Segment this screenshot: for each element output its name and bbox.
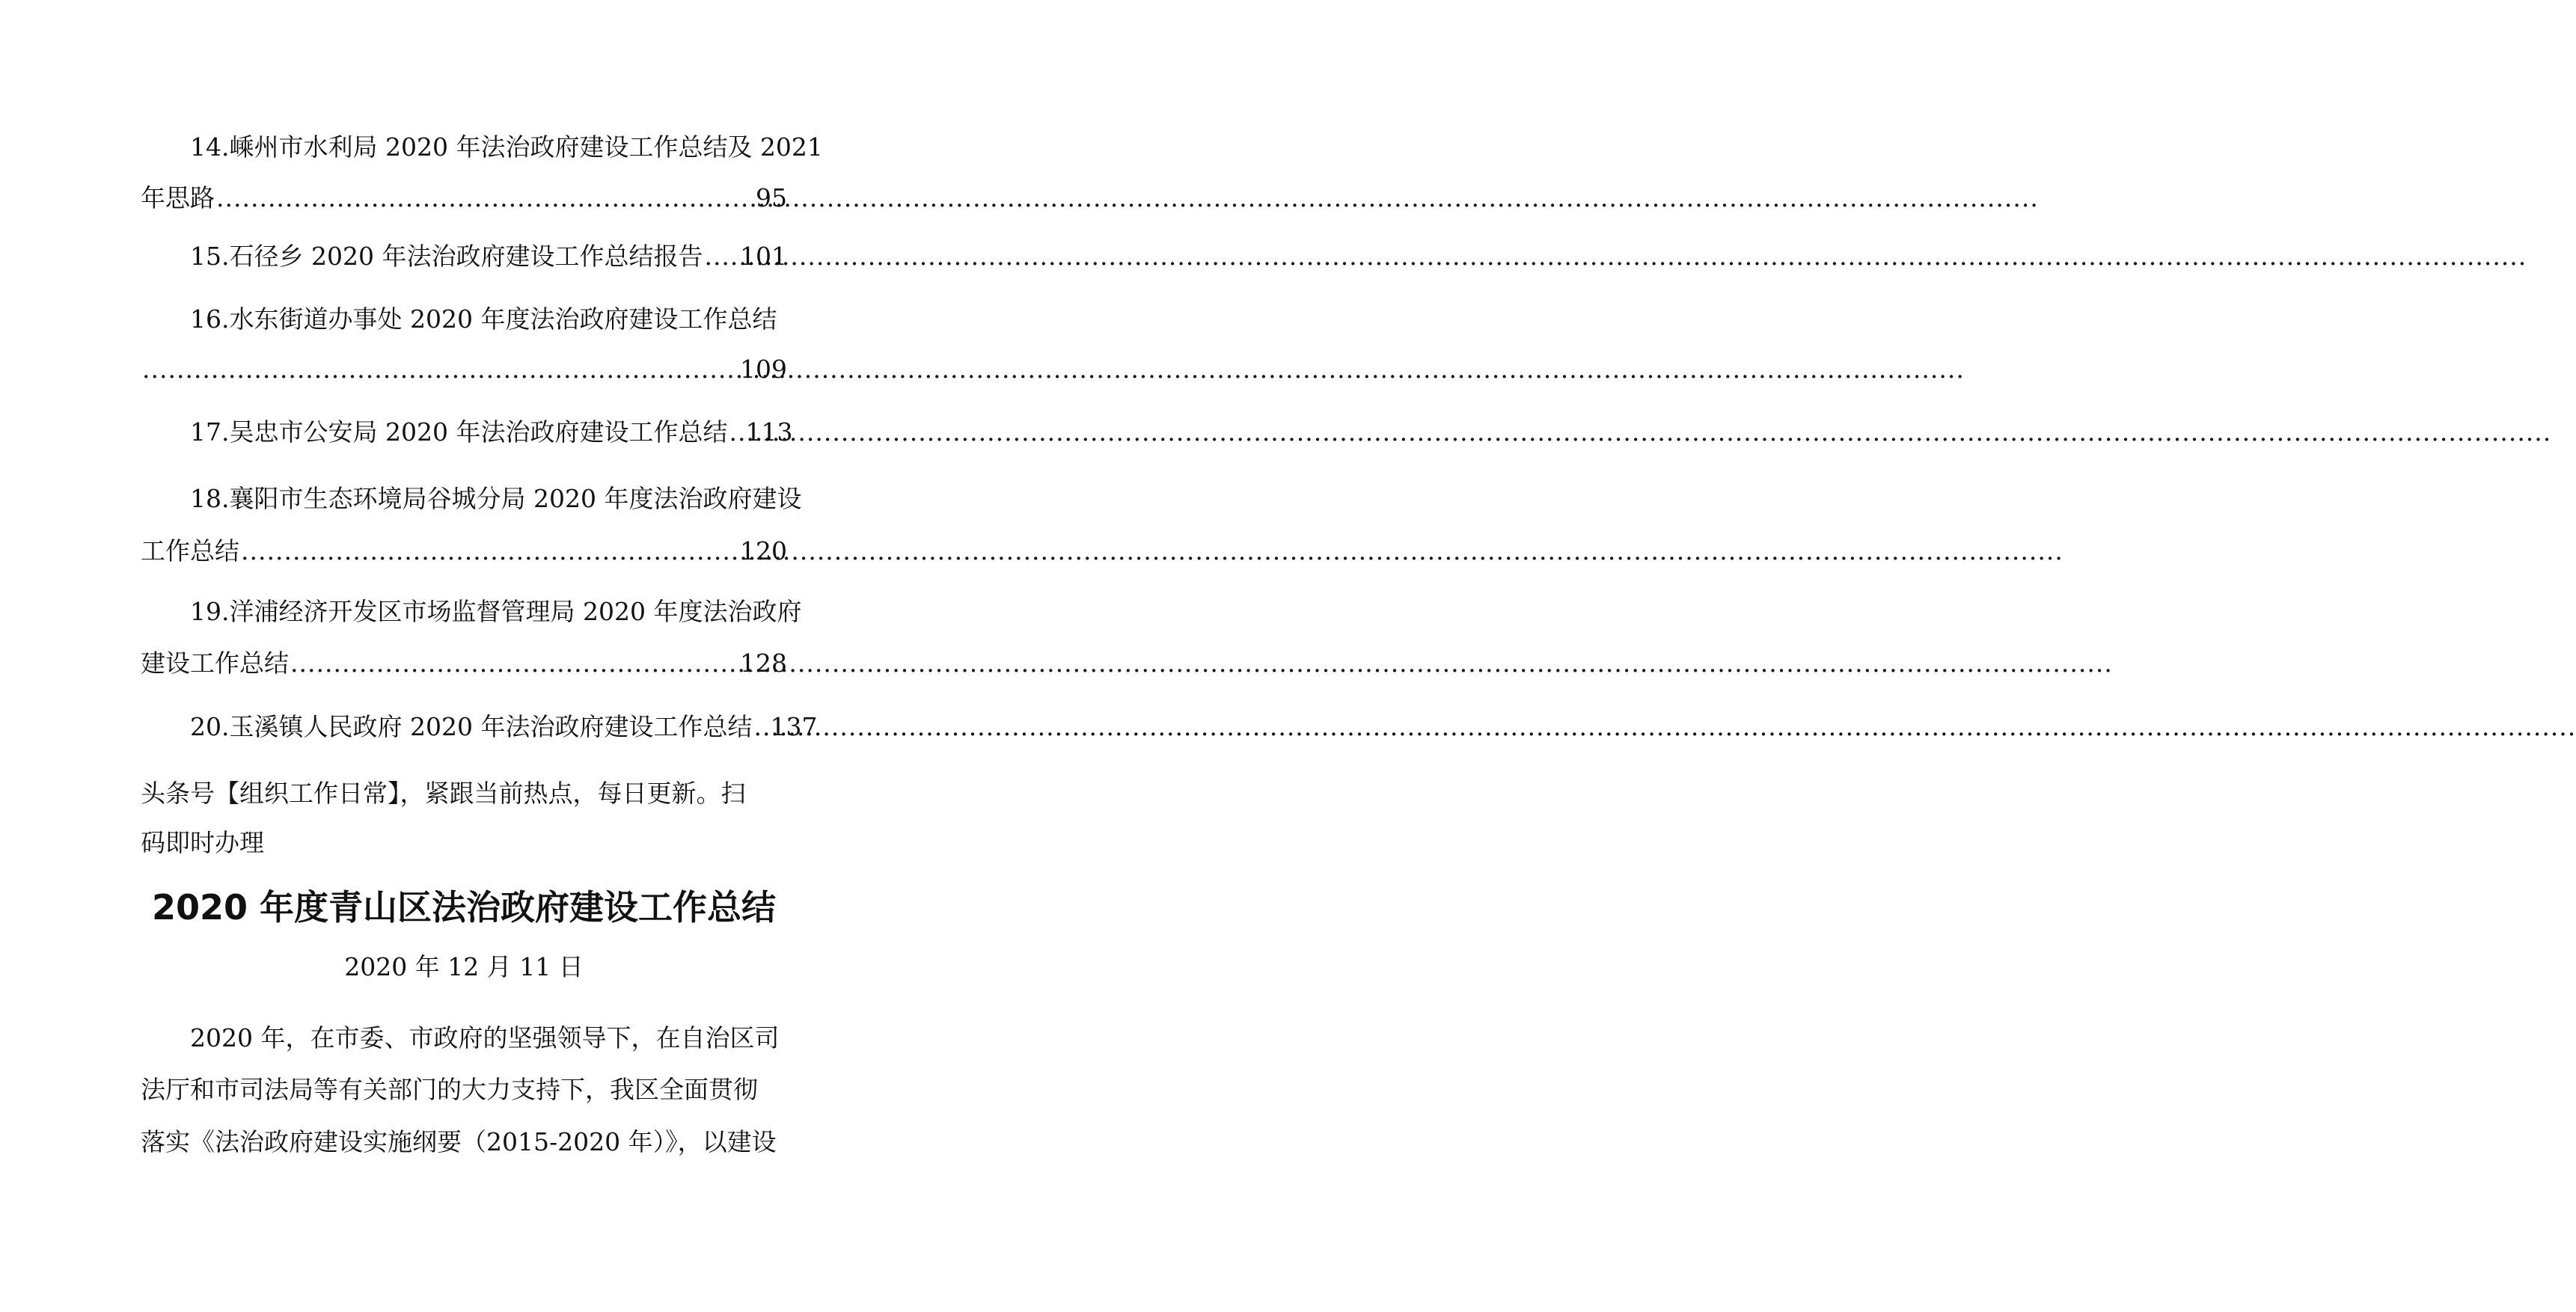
toc-page-number: 120 xyxy=(740,536,787,565)
body-line-2: 法厅和市司法局等有关部门的大力支持下，我区全面贯彻 xyxy=(141,1075,758,1104)
toc-item-14-line1[interactable]: 14.嵊州市水利局 2020 年法治政府建设工作总结及 2021 xyxy=(190,132,823,162)
toc-item-19-line1[interactable]: 19.洋浦经济开发区市场监督管理局 2020 年度法治政府 xyxy=(190,597,802,626)
dot-leader xyxy=(216,180,754,217)
body-line-1: 2020 年，在市委、市政府的坚强领导下，在自治区司 xyxy=(190,1023,780,1052)
document-page xyxy=(0,0,928,1312)
toc-item-15[interactable]: 15.石径乡 2020 年法治政府建设工作总结报告 ..... 101 xyxy=(190,238,787,275)
promo-line-1: 头条号【组织工作日常】，紧跟当前热点，每日更新。扫 xyxy=(141,779,746,808)
toc-page-number: 101 xyxy=(740,242,787,271)
toc-item-16-line2[interactable] xyxy=(141,351,787,388)
toc-page-number: 137 xyxy=(770,712,818,741)
dot-leader xyxy=(753,708,768,746)
article-title: 2020 年度青山区法治政府建设工作总结 xyxy=(151,887,777,928)
dot-leader xyxy=(290,645,738,682)
toc-item-20[interactable]: 20.玉溪镇人民政府 2020 年法治政府建设工作总结 ..... 137 xyxy=(190,708,787,746)
dot-leader xyxy=(729,414,744,451)
toc-page-number: 95 xyxy=(756,183,787,212)
toc-item-17[interactable]: 17.吴忠市公安局 2020 年法治政府建设工作总结 ..... 113 xyxy=(190,414,787,451)
promo-line-2: 码即时办理 xyxy=(141,828,264,857)
dot-leader xyxy=(704,238,738,275)
toc-item-18-line2[interactable]: 工作总结 ..... 120 xyxy=(141,533,787,570)
dot-leader xyxy=(142,351,738,388)
dot-leader xyxy=(241,533,738,570)
toc-page-number: 113 xyxy=(745,417,793,447)
body-line-3: 落实《法治政府建设实施纲要（2015-2020 年）》，以建设 xyxy=(141,1127,777,1156)
toc-item-14-line2[interactable]: 年思路 ..... 95 xyxy=(141,180,787,217)
article-date: 2020 年 12 月 11 日 xyxy=(344,952,584,981)
toc-page-number: 109 xyxy=(740,355,787,384)
toc-item-18-line1[interactable]: 18.襄阳市生态环境局谷城分局 2020 年度法治政府建设 xyxy=(190,484,802,513)
toc-item-16-line1[interactable]: 16.水东街道办事处 2020 年度法治政府建设工作总结 xyxy=(190,304,777,334)
toc-item-19-line2[interactable]: 建设工作总结 ..... 128 xyxy=(141,645,787,682)
toc-page-number: 128 xyxy=(740,649,787,678)
